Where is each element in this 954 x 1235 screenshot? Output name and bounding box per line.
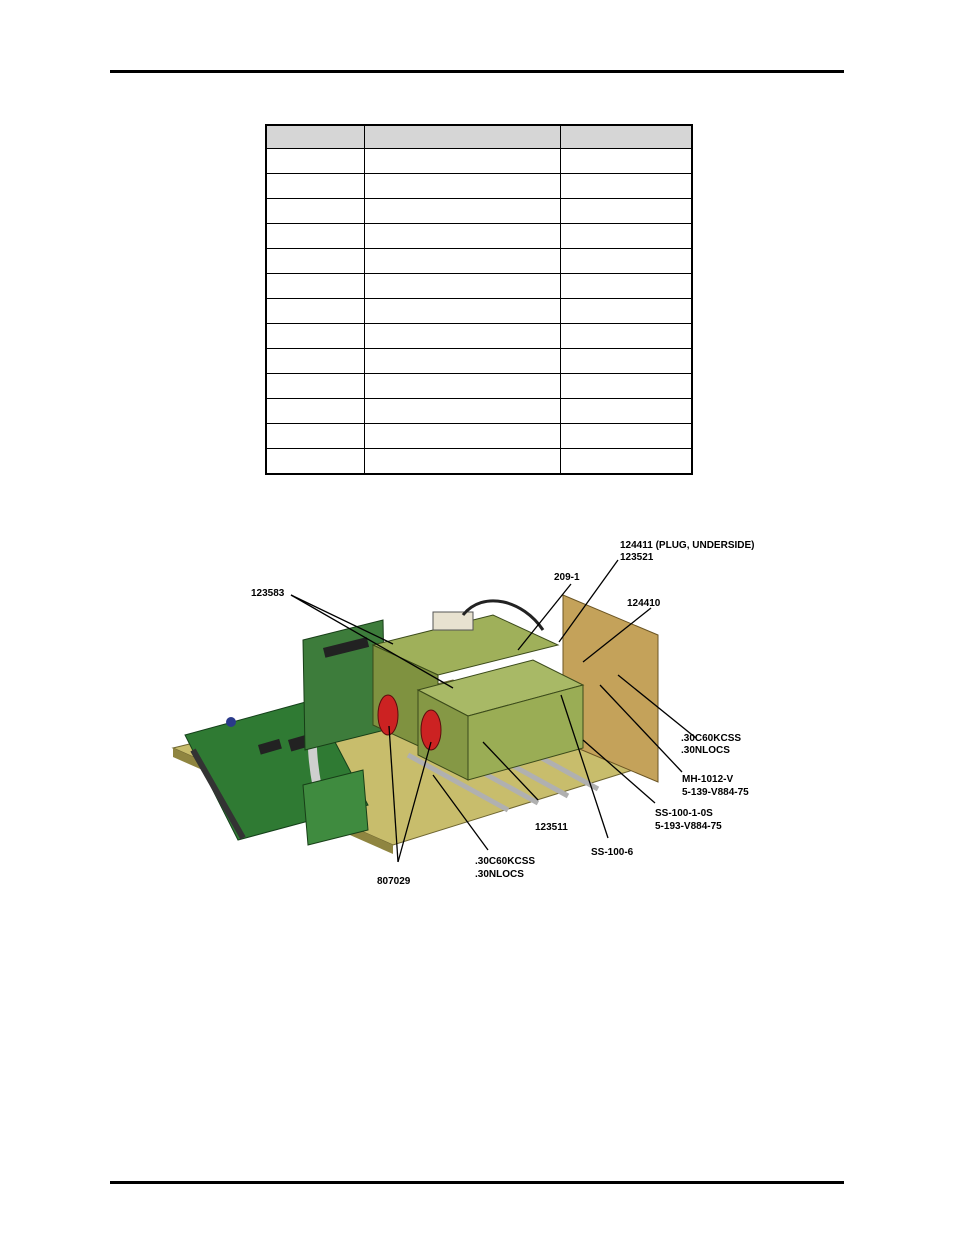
table-cell [560,174,692,199]
callout-123511: 123511 [535,822,568,833]
footer-rule [110,1181,844,1184]
table-cell [364,374,560,399]
table-row [266,449,692,475]
table-cell [364,274,560,299]
table-cell [560,399,692,424]
callout-124411: 124411 (PLUG, UNDERSIDE) [620,540,755,551]
table-cell [560,149,692,174]
table-cell [560,224,692,249]
table-cell [560,374,692,399]
table-row [266,249,692,274]
table-cell [364,399,560,424]
table-cell [266,149,364,174]
table-cell [364,324,560,349]
table-row [266,199,692,224]
table-cell [266,199,364,224]
table-header-cell [266,125,364,149]
table-cell [266,374,364,399]
table-header-row [266,125,692,149]
table-cell [560,424,692,449]
table-row [266,274,692,299]
table-cell [364,299,560,324]
callout-5-193-v884-75: 5-193-V884-75 [655,821,722,832]
table-cell [266,224,364,249]
table-header-cell [364,125,560,149]
table-row [266,149,692,174]
assembly-photo [163,520,803,900]
callout-807029: 807029 [377,876,411,887]
table-cell [560,349,692,374]
table-header-cell [560,125,692,149]
assembly-figure [163,520,803,900]
table-row [266,349,692,374]
callout-123583: 123583 [251,588,285,599]
table-cell [364,349,560,374]
callout-30nlocs-bottom: .30NLOCS [475,869,524,880]
table-cell [266,274,364,299]
table-cell [266,349,364,374]
callout-ss-100-1-0s: SS-100-1-0S [655,808,713,819]
callout-ss-100-6: SS-100-6 [591,847,634,858]
table-cell [364,249,560,274]
table-cell [560,299,692,324]
table-cell [266,174,364,199]
table-cell [266,449,364,475]
callout-124410: 124410 [627,598,661,609]
table-cell [364,199,560,224]
callout-30c60kcss-bottom: .30C60KCSS [475,856,536,867]
callout-30c60kcss-right: .30C60KCSS [681,733,742,744]
table-cell [560,449,692,475]
table-cell [266,324,364,349]
table-cell [364,149,560,174]
callout-5-139-v884-75: 5-139-V884-75 [682,787,749,798]
callout-209-1: 209-1 [554,572,580,583]
table-cell [560,274,692,299]
table-cell [364,424,560,449]
table-cell [364,224,560,249]
table-cell [560,324,692,349]
table-cell [364,174,560,199]
callout-123521: 123521 [620,552,654,563]
header-rule [110,70,844,73]
table-row [266,399,692,424]
table-cell [266,249,364,274]
table-cell [266,424,364,449]
callout-mh-1012-v: MH-1012-V [682,774,734,785]
table-cell [560,249,692,274]
table-cell [266,399,364,424]
table-cell [266,299,364,324]
table-row [266,174,692,199]
table-row [266,324,692,349]
table-row [266,224,692,249]
table-row [266,299,692,324]
table-cell [364,449,560,475]
table-row [266,374,692,399]
parts-table [265,124,693,475]
table-row [266,424,692,449]
callout-30nlocs-right: .30NLOCS [681,745,730,756]
table-cell [560,199,692,224]
